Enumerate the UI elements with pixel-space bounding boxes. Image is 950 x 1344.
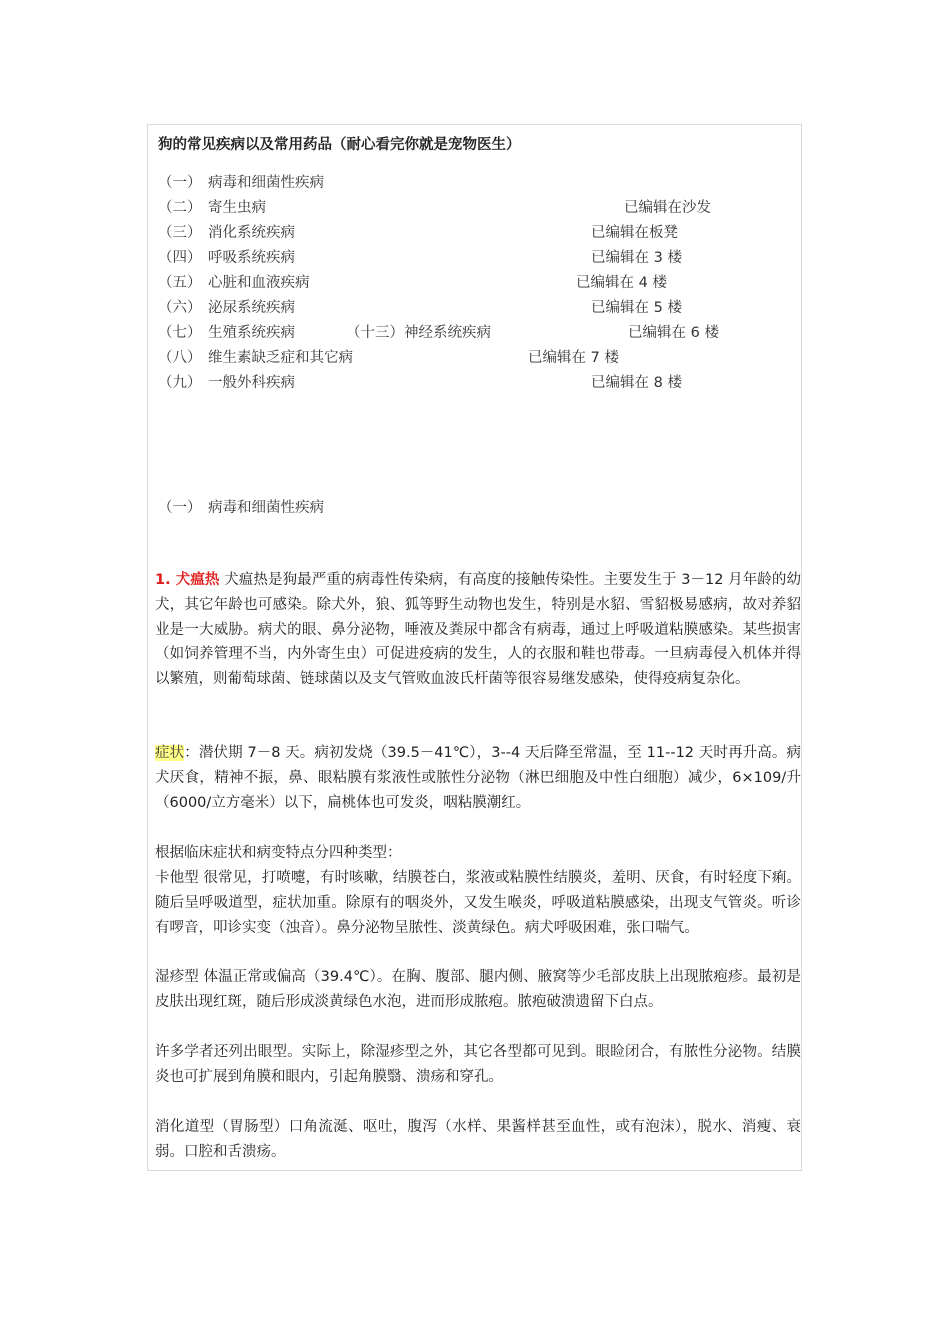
- toc-name: 寄生虫病: [208, 200, 266, 216]
- toc-name: 一般外科疾病: [208, 375, 295, 391]
- toc-note: 已编辑在 4 楼: [576, 275, 667, 291]
- toc-number: （五）: [158, 275, 202, 291]
- toc-row: [158, 221, 798, 243]
- disease-intro-text: 犬瘟热是狗最严重的病毒性传染病，有高度的接触传染性。主要发生于 3－12 月年龄的幼犬，其它年龄也可感染。除犬外，狼、狐等野生动物也发生，特别是水貂、雪貂极易感病，故对养貂业是一大威胁。病犬的眼、鼻分泌物，唾液及粪尿中都含有病毒，通过上呼吸道粘膜感染。某些损害（如饲养管理不当，内外寄生虫）可促进疫病的发生，人的衣服和鞋也带毒。一旦病毒侵入机体并得以繁殖，则葡萄球菌、链球菌以及支气管败血波氏杆菌等很容易继发感染，使得疫病复杂化。: [155, 572, 801, 688]
- symptom-text: ：潜伏期 7－8 天。病初发烧（39.5－41℃），3--4 天后降至常温，至 11--12 天时再升高。病犬厌食，精神不振，鼻、眼粘膜有浆液性或脓性分泌物（淋巴细胞及中性白细胞）减少，6×109/升（6000/立方毫米）以下，扁桃体也可发炎，咽粘膜潮红。: [155, 745, 802, 811]
- symptom-paragraph: [155, 741, 801, 815]
- toc-note: 已编辑在 5 楼: [591, 300, 682, 316]
- section-name: 病毒和细菌性疾病: [208, 500, 324, 516]
- toc-row: [158, 246, 798, 268]
- toc-note: 已编辑在 8 楼: [591, 375, 682, 391]
- catarrh-type-paragraph: 卡他型 很常见，打喷嚏，有时咳嗽，结膜苍白，浆液或粘膜性结膜炎，羞明、厌食，有时轻度下痢。随后呈呼吸道型，症状加重。除原有的咽炎外，又发生喉炎，呼吸道粘膜感染，出现支气管炎。听诊有啰音，叩诊实变（浊音）。鼻分泌物呈脓性、淡黄绿色。病犬呼吸困难，张口喘气。: [155, 870, 801, 936]
- toc-row: [158, 346, 798, 368]
- disease-intro-paragraph: [155, 568, 801, 692]
- toc-number: （二）: [158, 200, 202, 216]
- toc-row: [158, 196, 798, 218]
- toc-row: [158, 371, 798, 393]
- toc-name: 心脏和血液疾病: [208, 275, 310, 291]
- toc-number: （四）: [158, 250, 202, 266]
- toc-number: （七）: [158, 325, 202, 341]
- toc-row: [158, 271, 798, 293]
- toc-row: [158, 321, 798, 343]
- toc-number: （九）: [158, 375, 202, 391]
- toc-row: [158, 296, 798, 318]
- toc-note: 已编辑在板凳: [591, 225, 678, 241]
- symptom-label: 症状: [155, 745, 185, 761]
- types-intro: 根据临床症状和病变特点分四种类型：: [155, 845, 402, 861]
- eczema-type-paragraph: 湿疹型 体温正常或偏高（39.4℃）。在胸、腹部、腿内侧、腋窝等少毛部皮肤上出现脓疱疹。最初是皮肤出现红斑，随后形成淡黄绿色水泡，进而形成脓疱。脓疱破溃遗留下白点。: [155, 969, 801, 1010]
- toc-note: 已编辑在 3 楼: [591, 250, 682, 266]
- eye-type-paragraph: 许多学者还列出眼型。实际上，除湿疹型之外，其它各型都可见到。眼睑闭合，有脓性分泌物。结膜炎也可扩展到角膜和眼内，引起角膜翳、溃疡和穿孔。: [155, 1044, 801, 1085]
- toc-note: 已编辑在 7 楼: [528, 350, 619, 366]
- disease-title: 1. 犬瘟热: [155, 572, 220, 588]
- gi-type-paragraph: 消化道型（胃肠型）口角流涎、呕吐，腹泻（水样、果酱样甚至血性，或有泡沫），脱水、消瘦、衰弱。口腔和舌溃疡。: [155, 1119, 801, 1160]
- toc-name: 泌尿系统疾病: [208, 300, 295, 316]
- toc-row: [158, 171, 798, 193]
- toc-number: （一）: [158, 175, 202, 191]
- toc-number: （三）: [158, 225, 202, 241]
- toc-note: 已编辑在 6 楼: [628, 325, 719, 341]
- toc-name: 病毒和细菌性疾病: [208, 175, 324, 191]
- toc-name: 消化系统疾病: [208, 225, 295, 241]
- toc-note: 已编辑在沙发: [624, 200, 711, 216]
- document-title: 狗的常见疾病以及常用药品（耐心看完你就是宠物医生）: [158, 137, 521, 153]
- section-number: （一）: [158, 500, 202, 516]
- toc-name: 呼吸系统疾病: [208, 250, 295, 266]
- toc-name: 生殖系统疾病: [208, 325, 295, 341]
- toc-number: （六）: [158, 300, 202, 316]
- toc-name: 维生素缺乏症和其它病: [208, 350, 353, 366]
- toc-number: （八）: [158, 350, 202, 366]
- toc-extra: （十三）神经系统疾病: [346, 325, 491, 341]
